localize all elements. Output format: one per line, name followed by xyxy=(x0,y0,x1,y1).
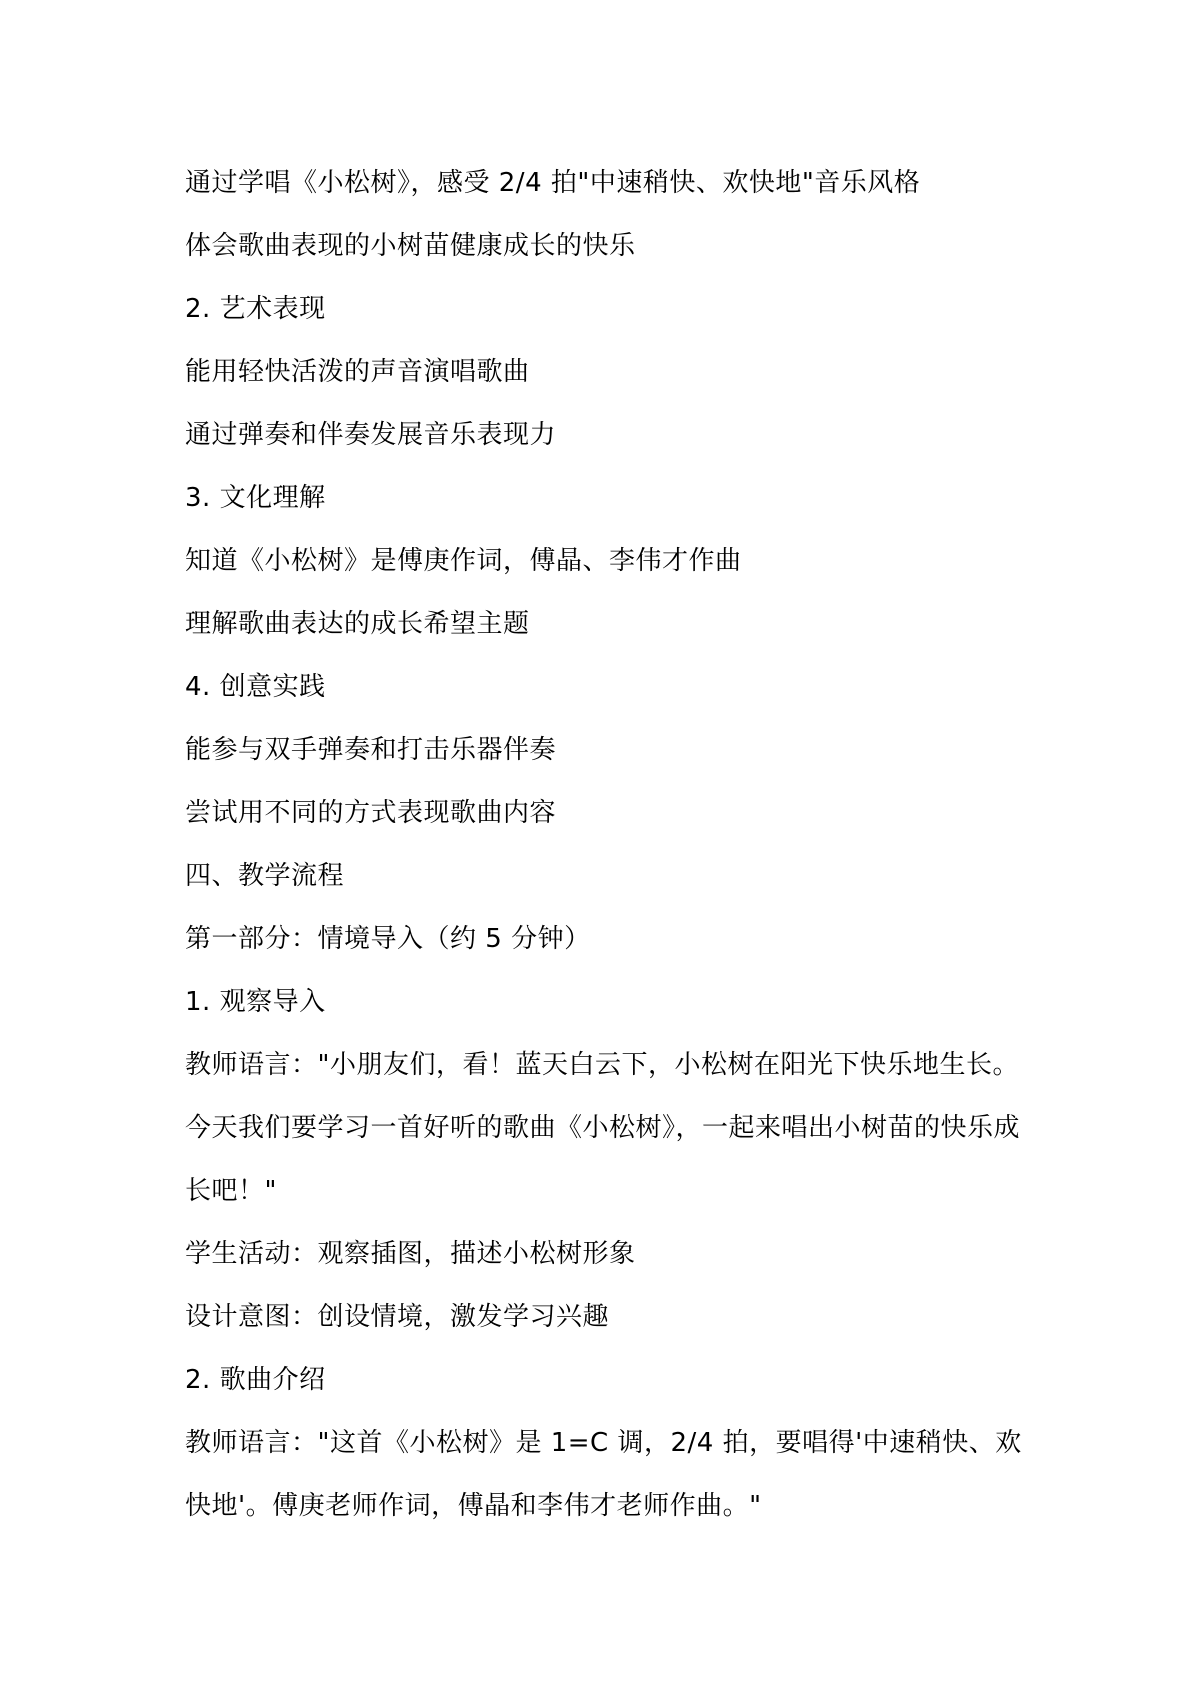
text-line: 能用轻快活泼的声音演唱歌曲 xyxy=(185,357,530,387)
text-line: 知道《小松树》是傅庚作词，傅晶、李伟才作曲 xyxy=(185,546,742,576)
section-heading: 4. 创意实践 xyxy=(185,672,326,702)
text-line: 能参与双手弹奏和打击乐器伴奏 xyxy=(185,735,557,765)
teacher-speech-paragraph: 教师语言："这首《小松树》是 1=C 调，2/4 拍，要唱得'中速稍快、欢快地'。傅庚老师作词，傅晶和李伟才老师作曲。" xyxy=(185,1428,1022,1521)
document-body xyxy=(185,152,1035,1538)
section-heading: 2. 歌曲介绍 xyxy=(185,1365,326,1395)
text-line: 学生活动：观察插图，描述小松树形象 xyxy=(185,1239,636,1269)
section-heading: 3. 文化理解 xyxy=(185,483,326,513)
part-heading: 第一部分：情境导入（约 5 分钟） xyxy=(185,924,591,954)
section-heading: 2. 艺术表现 xyxy=(185,294,326,324)
section-heading: 1. 观察导入 xyxy=(185,987,326,1017)
text-line: 设计意图：创设情境，激发学习兴趣 xyxy=(185,1302,610,1332)
teacher-speech-paragraph: 教师语言："小朋友们，看！蓝天白云下，小松树在阳光下快乐地生长。今天我们要学习一首好听的歌曲《小松树》，一起来唱出小树苗的快乐成长吧！" xyxy=(185,1050,1021,1206)
chapter-heading: 四、教学流程 xyxy=(185,861,345,891)
text-line: 尝试用不同的方式表现歌曲内容 xyxy=(185,798,557,828)
text-line: 体会歌曲表现的小树苗健康成长的快乐 xyxy=(185,231,636,261)
text-line: 通过学唱《小松树》，感受 2/4 拍"中速稍快、欢快地"音乐风格 xyxy=(185,168,921,198)
text-line: 理解歌曲表达的成长希望主题 xyxy=(185,609,530,639)
text-line: 通过弹奏和伴奏发展音乐表现力 xyxy=(185,420,557,450)
